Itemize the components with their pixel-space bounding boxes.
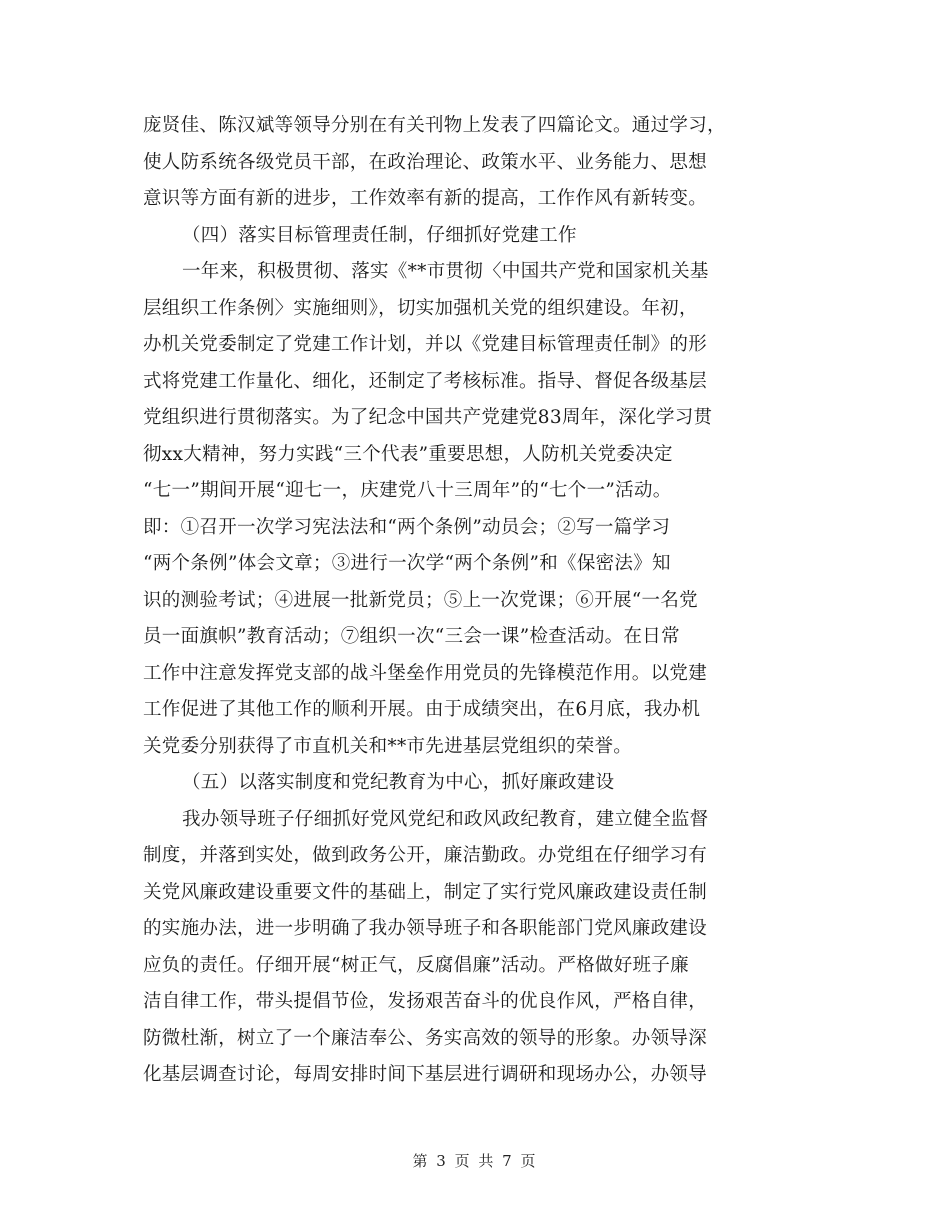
text-line: 识的测验考试；④进展一批新党员；⑤上一次党课；⑥开展“一名党 bbox=[143, 589, 698, 611]
page-footer: 第 3 页 共 7 页 bbox=[412, 1152, 538, 1170]
text-line: 意识等方面有新的进步，工作效率有新的提高，工作作风有新转变。 bbox=[143, 188, 708, 209]
text-line: 应负的责任。仔细开展“树正气，反腐倡廉”活动。严格做好班子廉 bbox=[143, 954, 689, 976]
text-line: 化基层调查讨论，每周安排时间下基层进行调研和现场办公，办领导 bbox=[143, 1064, 708, 1085]
text-line: 彻xx大精神，努力实践“三个代表”重要思想，人防机关党委决定 bbox=[143, 443, 673, 465]
text-line: （五）以落实制度和党纪教育为中心，抓好廉政建设 bbox=[182, 772, 615, 793]
text-line: 庞贤佳、陈汉斌等领导分别在有关刊物上发表了四篇论文。通过学习， bbox=[143, 115, 726, 136]
text-line: 工作促进了其他工作的顺利开展。由于成绩突出，在6月底，我办机 bbox=[143, 699, 701, 720]
text-line: 关党风廉政建设重要文件的基础上，制定了实行党风廉政建设责任制 bbox=[143, 881, 708, 903]
text-line: 防微杜渐，树立了一个廉洁奉公、务实高效的领导的形象。办领导深 bbox=[143, 1027, 708, 1049]
text-line: 层组织工作条例〉实施细则》，切实加强机关党的组织建设。年初， bbox=[143, 297, 698, 319]
text-line: 我办领导班子仔细抓好党风党纪和政风政纪教育，建立健全监督 bbox=[182, 808, 709, 830]
text-line: （四）落实目标管理责任制，仔细抓好党建工作 bbox=[182, 224, 577, 246]
document-body bbox=[143, 108, 807, 1094]
text-line: 党组织进行贯彻落实。为了纪念中国共产党建党83周年，深化学习贯 bbox=[143, 407, 713, 428]
text-line: 的实施办法，进一步明确了我办领导班子和各职能部门党风廉政建设 bbox=[143, 918, 708, 939]
text-line: 关党委分别获得了市直机关和**市先进基层党组织的荣誉。 bbox=[143, 735, 633, 757]
text-line: 即：①召开一次学习宪法法和“两个条例”动员会；②写一篇学习 bbox=[143, 516, 671, 538]
text-line: 洁自律工作，带头提倡节俭，发扬艰苦奋斗的优良作风，严格自律， bbox=[143, 991, 708, 1012]
text-line: “两个条例”体会文章；③进行一次学“两个条例”和《保密法》知 bbox=[143, 553, 671, 574]
text-line: 制度，并落到实处，做到政务公开，廉洁勤政。办党组在仔细学习有 bbox=[143, 845, 708, 866]
text-line: 一年来，积极贯彻、落实《**市贯彻〈中国共产党和国家机关基 bbox=[182, 261, 709, 282]
text-line: 办机关党委制定了党建工作计划，并以《党建目标管理责任制》的形 bbox=[143, 334, 708, 355]
text-line: 员一面旗帜”教育活动；⑦组织一次“三会一课”检查活动。在日常 bbox=[143, 626, 680, 647]
text-line: 式将党建工作量化、细化，还制定了考核标准。指导、督促各级基层 bbox=[143, 370, 708, 392]
text-line: 使人防系统各级党员干部，在政治理论、政策水平、业务能力、思想 bbox=[143, 151, 708, 173]
text-line: “七一”期间开展“迎七一，庆建党八十三周年”的“七个一”活动。 bbox=[143, 480, 672, 501]
text-line: 工作中注意发挥党支部的战斗堡垒作用党员的先锋模范作用。以党建 bbox=[143, 662, 708, 684]
